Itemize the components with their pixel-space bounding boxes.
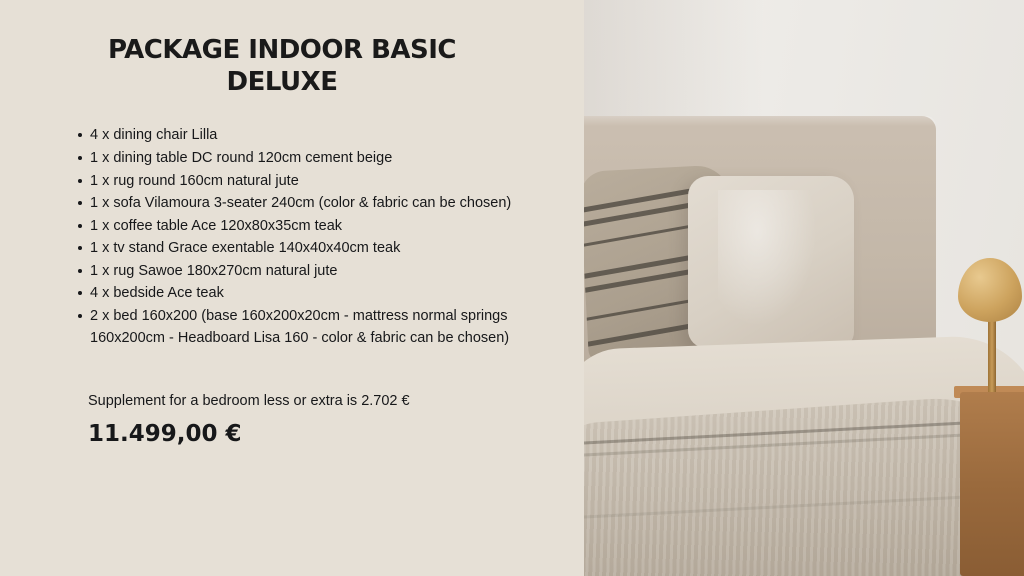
nightstand — [960, 392, 1024, 576]
supplement-note: Supplement for a bedroom less or extra is 2.702 € — [88, 392, 410, 409]
page-title-line-1: PACKAGE INDOOR BASIC — [107, 35, 456, 65]
page-title — [62, 34, 502, 98]
list-item: 1 x tv stand Grace exentable 140x40x40cm teak — [78, 237, 542, 259]
list-item: 1 x rug Sawoe 180x270cm natural jute — [78, 260, 542, 282]
package-items-list — [42, 124, 542, 348]
list-item: 2 x bed 160x200 (base 160x200x20cm - mattress normal springs 160x200cm - Headboard Lisa 160 - color & fabric can be chosen) — [78, 305, 542, 349]
list-item: 1 x dining table DC round 120cm cement beige — [78, 147, 542, 169]
list-item: 4 x bedside Ace teak — [78, 282, 542, 304]
list-item: 1 x sofa Vilamoura 3-seater 240cm (color & fabric can be chosen) — [78, 192, 542, 214]
list-item: 1 x rug round 160cm natural jute — [78, 170, 542, 192]
lamp-stem — [988, 318, 996, 392]
page-title-line-2: DELUXE — [226, 67, 338, 98]
beige-pillow — [688, 176, 854, 348]
bedroom-photo — [584, 0, 1024, 576]
price-total: 11.499,00 € — [88, 420, 242, 447]
list-item: 4 x dining chair Lilla — [78, 124, 542, 146]
list-item: 1 x coffee table Ace 120x80x35cm teak — [78, 215, 542, 237]
throw-blanket — [584, 391, 1024, 576]
